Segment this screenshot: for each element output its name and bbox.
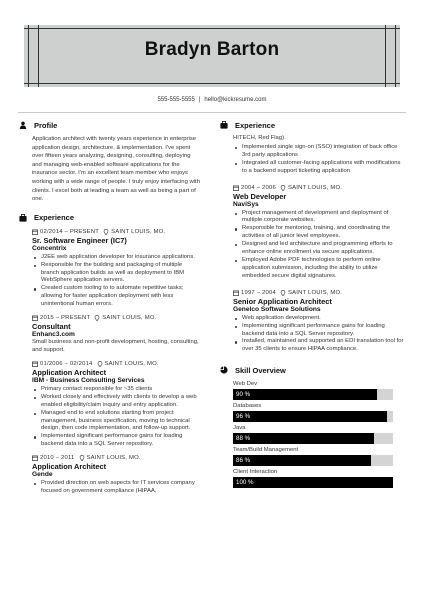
job-bullet: Designed and led architecture and programming efforts to enhance online enrollment via secure applications. [233, 241, 406, 257]
job-dates: 1997 – 2004 [241, 289, 276, 296]
job-location-text: SAINT LOUIS, MO. [111, 228, 166, 235]
pie-chart-icon [219, 365, 229, 375]
job-entry [18, 228, 200, 309]
skill-name: Client Interaction [233, 469, 278, 476]
job-meta [32, 360, 200, 368]
skill-bar-label: 96 % [236, 413, 251, 421]
job-bullets [32, 480, 200, 496]
job-dates: 2015 – PRESENT [40, 315, 91, 322]
skill-bar [233, 433, 393, 444]
skill-bar [233, 411, 393, 422]
skill-item [219, 446, 406, 466]
email: hello@kickresume.com [204, 97, 267, 103]
left-column [18, 119, 200, 501]
job-bullet: Responsible for the building and packaging of multiple branch application builds as well as deployment to IBM WebSphere application servers. [32, 262, 200, 286]
job-bullet: Project management of development and deployment of multiple corporate websites. [233, 210, 406, 226]
job-bullet: Provided direction on web aspects for IT services company focused on government compliance (HIPAA, [32, 480, 200, 496]
job-bullet: Integrated all customer-facing applications with modifications to a backend support ticketing application [233, 160, 406, 176]
divider [18, 112, 406, 113]
job-bullets [233, 315, 406, 355]
job-bullets [233, 210, 406, 281]
job-bullet: Worked closely and effectively with clients to develop a web enabled eligibility/claim inquiry and entry application. [32, 394, 200, 410]
calendar-icon [32, 229, 38, 235]
skill-bar-fill [233, 477, 393, 488]
skill-bar [233, 477, 393, 488]
contact-line [0, 97, 424, 103]
skill-item [219, 380, 406, 400]
job-entry [18, 360, 200, 449]
job-location [280, 185, 342, 191]
location-pin-icon [280, 290, 286, 296]
job-bullet: Web application development. [233, 315, 406, 323]
skill-bar-label: 100 % [236, 479, 254, 487]
job-location-text: SAINT LOUIS, MO. [287, 289, 343, 296]
job-entry [18, 454, 200, 496]
job-bullet: Implemented significant performance gains for loading backend data into a SQL Server repository. [32, 433, 200, 449]
skill-name: Team/Build Management [233, 447, 299, 454]
right-column [219, 119, 406, 490]
job-entry-continued [219, 135, 406, 176]
job-title: Application Architect [32, 367, 107, 377]
location-pin-icon [94, 315, 100, 321]
job-location-text: SAINT LOUIS, MO. [102, 315, 157, 322]
job-location [97, 361, 159, 367]
job-company: IBM - Business Consulting Services [32, 376, 145, 384]
job-meta [233, 289, 406, 297]
phone: 555-555-5555 [157, 97, 195, 103]
profile-text: Application architect with twenty years experience in enterprise application design, architecture, & implementation. I've spent over fifteen years analyzing, designing, consulting, deploying and managing web-enabled software applications for the insurance sector. I'm an excellent team member who enjoys working with a wide range of people. I truly enjoy interfacing with clients. I excel both at leading a team as well as being a part of one. [32, 136, 200, 203]
job-meta [32, 314, 200, 322]
skill-bar-fill [233, 455, 371, 466]
skills-title: Skill Overview [235, 365, 286, 375]
experience-heading-continued [219, 119, 406, 131]
job-location [94, 315, 156, 321]
skill-bar [233, 389, 393, 400]
job-company: NaviSys [233, 200, 259, 208]
header-banner [24, 25, 400, 87]
job-bullets [233, 144, 406, 176]
job-title: Senior Application Architect [233, 296, 332, 306]
header-rule [24, 83, 400, 84]
job-bullet: Managed end to end solutions starting from project management, business specification, moving to technical design, then code implementation, and follow-up support. [32, 410, 200, 434]
job-company: Concentrix [32, 244, 67, 252]
experience-heading [18, 212, 200, 224]
contact-separator: | [198, 97, 201, 103]
job-entry [219, 289, 406, 355]
skill-item [219, 424, 406, 444]
job-location [79, 455, 141, 461]
briefcase-icon [18, 213, 28, 223]
location-pin-icon [97, 361, 103, 367]
job-location [280, 290, 342, 296]
job-dates: 2004 – 2006 [241, 184, 276, 191]
job-title: Application Architect [32, 462, 107, 472]
job-meta [233, 184, 406, 192]
calendar-icon [233, 185, 239, 191]
job-bullet: Primary contact responsible for ~35 clients [32, 386, 200, 394]
job-bullet: Employed Adobe PDF technologies to perform online application submission, including the ability to utilize embedded secure digital signatures. [233, 257, 406, 281]
calendar-icon [32, 455, 38, 461]
calendar-icon [32, 361, 38, 367]
skill-bar-label: 90 % [236, 391, 251, 399]
header-rule [24, 28, 400, 29]
job-location [103, 229, 165, 235]
job-location-text: SAINT LOUIS, MO. [86, 455, 141, 462]
job-bullets [32, 254, 200, 309]
job-title: Sr. Software Engineer (IC7) [32, 235, 127, 245]
person-icon [18, 120, 28, 130]
skill-name: Web Dev [233, 381, 258, 388]
job-bullet: J2EE web application developer for insurance applications. [32, 254, 200, 262]
job-company: Genelco Software Solutions [233, 305, 321, 313]
experience-title: Experience [34, 213, 75, 223]
job-bullet: Implemented single sign-on (SSO) integration of back office 3rd party applications [233, 144, 406, 160]
job-dates: 01/2006 – 02/2014 [40, 360, 93, 367]
skills-heading [219, 364, 406, 376]
calendar-icon [32, 315, 38, 321]
continued-text: HITECH, Red Flag). [233, 135, 286, 141]
job-bullet: Responsible for mentoring, training, and coordinating the activities of all junior level employees. [233, 225, 406, 241]
location-pin-icon [79, 455, 85, 461]
skill-item [219, 468, 406, 488]
job-bullet: Implementing significant performance gains for loading backend data into a SQL Server repository. [233, 323, 406, 339]
job-location-text: SAINT LOUIS, MO. [287, 184, 343, 191]
job-location-text: SAINT LOUIS, MO. [104, 360, 159, 367]
skill-name: Java [233, 425, 246, 432]
profile-title: Profile [34, 120, 58, 130]
job-bullet: Created custom tooling to to automate repetitive tasks; allowing for faster application deployment with less unintentional human errors. [32, 285, 200, 309]
skill-bar-fill [233, 411, 387, 422]
job-meta [32, 228, 200, 236]
skill-name: Databases [233, 403, 262, 410]
briefcase-icon [219, 120, 229, 130]
job-entry [219, 184, 406, 281]
job-dates: 2010 – 2011 [40, 455, 75, 462]
job-dates: 02/2014 – PRESENT [40, 228, 100, 235]
candidate-name: Bradyn Barton [144, 39, 280, 60]
skill-bar-fill [233, 389, 377, 400]
skill-item [219, 402, 406, 422]
skill-bar [233, 455, 393, 466]
job-bullets [32, 386, 200, 449]
job-entry [18, 314, 200, 355]
job-title: Consultant [32, 322, 71, 332]
skill-bar-label: 86 % [236, 457, 251, 465]
skill-bar-label: 88 % [236, 435, 251, 443]
job-description: Small business and non-profit development, hosting, consulting, and support. [32, 339, 199, 353]
job-company: Enhanc3.com [32, 331, 75, 339]
skill-bar-fill [233, 433, 374, 444]
job-title: Web Developer [233, 191, 287, 201]
job-meta [32, 454, 200, 462]
job-company: Gende [32, 471, 53, 479]
calendar-icon [233, 290, 239, 296]
location-pin-icon [103, 229, 109, 235]
profile-heading [18, 119, 200, 131]
job-bullet: Installed, maintained and supported an EDI translation tool for over 35 clients to ensure HIPAA compliance. [233, 338, 406, 354]
location-pin-icon [280, 185, 286, 191]
experience-title: Experience [235, 120, 276, 130]
